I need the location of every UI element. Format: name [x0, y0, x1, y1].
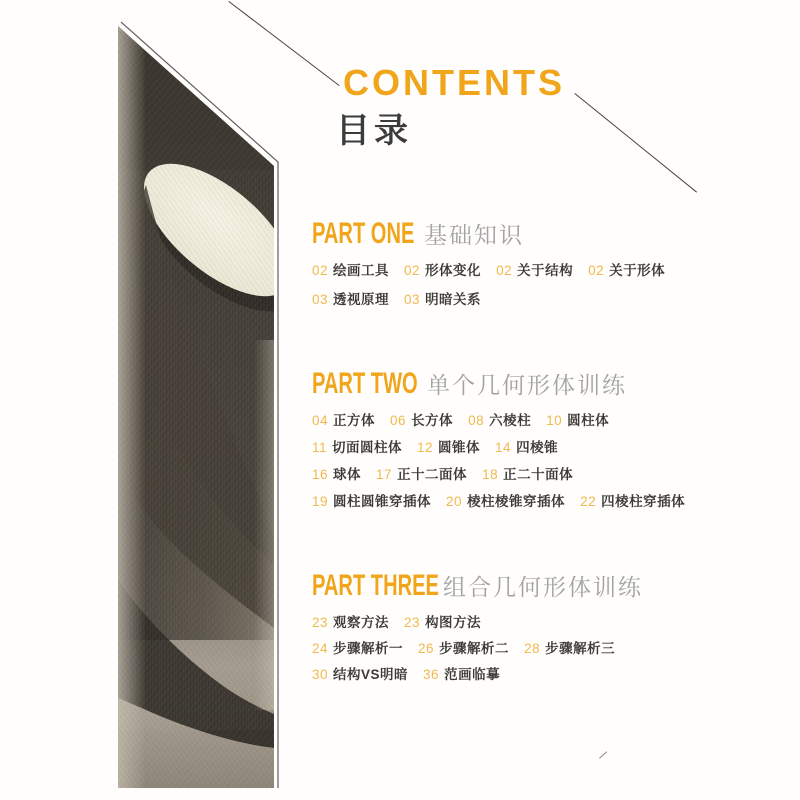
page-number: 02	[404, 263, 421, 278]
section-heading	[312, 369, 787, 399]
entry-title: 正二十面体	[503, 467, 574, 482]
entry-title: 长方体	[411, 413, 454, 428]
page-number: 02	[312, 263, 329, 278]
toc-rows	[312, 615, 787, 682]
toc-entry	[376, 467, 467, 482]
toc-entry	[588, 263, 665, 278]
diagonal-line-top-right	[574, 93, 697, 193]
entry-title: 明暗关系	[425, 292, 482, 307]
entry-title: 步骤解析三	[545, 641, 616, 656]
page-number: 24	[312, 641, 329, 656]
section-heading	[312, 219, 787, 249]
part-label: PART THREE	[312, 569, 439, 602]
toc-entry	[312, 263, 389, 278]
page-number: 14	[495, 440, 512, 455]
toc-row	[312, 440, 787, 455]
entry-title: 范画临摹	[444, 667, 501, 682]
page-number: 28	[524, 641, 541, 656]
page-number: 03	[404, 292, 421, 307]
toc-entry	[404, 615, 481, 630]
toc-entry	[524, 641, 615, 656]
toc-entry	[312, 440, 402, 455]
contents-title-zh: 目录	[336, 112, 412, 150]
page-number: 12	[417, 440, 434, 455]
toc-entry	[312, 667, 408, 682]
toc-entry	[446, 494, 565, 509]
toc-entry	[482, 467, 573, 482]
toc-entry	[404, 263, 481, 278]
toc-entry	[495, 440, 558, 455]
scan-mark	[599, 751, 607, 758]
entry-title: 观察方法	[333, 615, 390, 630]
entry-title: 球体	[333, 467, 362, 482]
entry-title: 切面圆柱体	[332, 440, 403, 455]
toc-row	[312, 292, 787, 307]
toc-entry	[580, 494, 685, 509]
toc-rows	[312, 263, 787, 307]
page-number: 30	[312, 667, 329, 682]
toc-entry	[312, 641, 403, 656]
toc-entry	[404, 292, 481, 307]
section-part-three	[312, 571, 787, 693]
entry-title: 步骤解析二	[439, 641, 510, 656]
page-number: 02	[588, 263, 605, 278]
entry-title: 棱柱棱锥穿插体	[467, 494, 566, 509]
section-part-one	[312, 219, 787, 321]
entry-title: 构图方法	[425, 615, 482, 630]
page-number: 22	[580, 494, 597, 509]
cylinder-artwork	[116, 20, 284, 792]
page-number: 02	[496, 263, 513, 278]
page-number: 26	[418, 641, 435, 656]
toc-entry	[423, 667, 500, 682]
toc-row	[312, 467, 787, 482]
entry-title: 四棱锥	[516, 440, 559, 455]
toc-entry	[468, 413, 531, 428]
page-number: 16	[312, 467, 329, 482]
page-number: 36	[423, 667, 440, 682]
section-subtitle: 组合几何形体训练	[443, 574, 643, 600]
page-number: 18	[482, 467, 499, 482]
section-subtitle: 基础知识	[424, 222, 524, 248]
section-part-two	[312, 369, 787, 521]
entry-title: 圆柱体	[567, 413, 610, 428]
toc-entry	[418, 641, 509, 656]
toc-entry	[417, 440, 480, 455]
entry-title: 结构VS明暗	[333, 667, 409, 682]
toc-row	[312, 263, 787, 278]
page-number: 11	[312, 440, 328, 455]
toc-row	[312, 667, 787, 682]
toc-entry	[312, 413, 375, 428]
entry-title: 四棱柱穿插体	[601, 494, 686, 509]
toc-entry	[312, 615, 389, 630]
toc-rows	[312, 413, 787, 509]
entry-title: 关于结构	[517, 263, 574, 278]
entry-title: 关于形体	[609, 263, 666, 278]
section-heading	[312, 571, 787, 601]
contents-title-en: CONTENTS	[343, 62, 565, 103]
part-label: PART TWO	[312, 367, 418, 400]
toc-row	[312, 413, 787, 428]
entry-title: 透视原理	[333, 292, 390, 307]
toc-entry	[312, 494, 431, 509]
page-number: 20	[446, 494, 463, 509]
toc-entry	[390, 413, 453, 428]
page-number: 23	[312, 615, 329, 630]
toc-row	[312, 641, 787, 656]
page-number: 08	[468, 413, 485, 428]
page-number: 19	[312, 494, 329, 509]
page-number: 04	[312, 413, 329, 428]
toc-row	[312, 615, 787, 630]
section-subtitle: 单个几何形体训练	[427, 372, 627, 398]
entry-title: 正十二面体	[397, 467, 468, 482]
page-number: 17	[376, 467, 393, 482]
toc-entry	[312, 292, 389, 307]
entry-title: 步骤解析一	[333, 641, 404, 656]
page-number: 06	[390, 413, 407, 428]
toc-entry	[312, 467, 361, 482]
toc-entry	[546, 413, 609, 428]
entry-title: 六棱柱	[489, 413, 532, 428]
toc-row	[312, 494, 787, 509]
page-number: 10	[546, 413, 563, 428]
part-label: PART ONE	[312, 217, 415, 250]
page-number: 23	[404, 615, 421, 630]
entry-title: 绘画工具	[333, 263, 390, 278]
page-number: 03	[312, 292, 329, 307]
toc-entry	[496, 263, 573, 278]
entry-title: 形体变化	[425, 263, 482, 278]
entry-title: 圆锥体	[438, 440, 481, 455]
entry-title: 圆柱圆锥穿插体	[333, 494, 432, 509]
entry-title: 正方体	[333, 413, 376, 428]
